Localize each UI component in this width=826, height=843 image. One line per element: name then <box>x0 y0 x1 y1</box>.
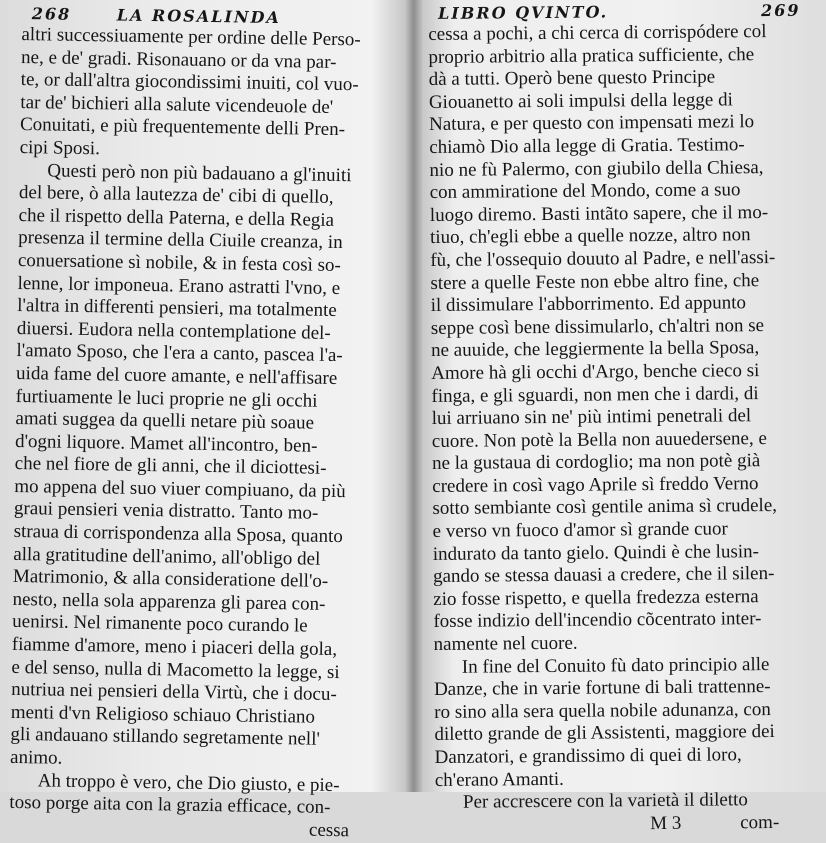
text-line: fosse indizio dell'incendio cõcentrato inter- <box>433 608 762 633</box>
text-line: e verso vn fuoco d'amor sì grande cuor <box>432 518 728 543</box>
text-line: Ah troppo è vero, che Dio giusto, e pie- <box>37 769 340 796</box>
text-line: l'amato Sposo, che l'era a canto, pascea l'a- <box>16 340 343 367</box>
text-line: Matrimonio, & alla consideratione dell'o- <box>12 566 329 593</box>
right-running-head: LIBRO QVINTO. <box>438 2 609 23</box>
text-line: che il rispetto della Paterna, e della Regia <box>18 204 335 231</box>
text-line: uida fame del cuore amante, e nell'affisare <box>15 362 338 389</box>
text-line: toso porge aita con la grazia efficace, con- <box>9 792 331 819</box>
right-page-text <box>428 21 823 815</box>
text-line: proprio arbitrio alla pratica sufficiente, che <box>428 43 755 68</box>
text-line: amati suggea da quelli netare più soaue <box>15 408 315 434</box>
signature-mark: M 3 <box>650 812 682 834</box>
text-line: te, or dall'altra giocondissimi inuiti, col vuo- <box>20 69 359 96</box>
text-line: alla gratitudine dell'animo, all'obligo del <box>13 543 321 570</box>
text-line: seppe così bene dissimularlo, ch'altri non se <box>430 314 765 339</box>
text-line: luogo diremo. Basti intãto sapere, che il mo- <box>429 201 769 226</box>
text-line: dà a tutti. Operò bene questo Principe <box>428 66 716 91</box>
text-line: sotto sembiante così gentile anima sì crudele, <box>432 495 778 520</box>
text-line: Natura, e per questo con impensati mezi lo <box>428 111 755 136</box>
text-line: e del senso, nulla di Macometto la legge, si <box>11 656 340 683</box>
left-catchword: cessa <box>308 819 350 842</box>
text-line: nio ne fù Palermo, con giubilo della Chiesa, <box>429 156 764 181</box>
right-page <box>428 0 823 834</box>
text-line: mo appena del suo viuer compiuano, da più <box>14 475 346 503</box>
left-page <box>9 0 396 842</box>
text-line: che nel fiore de gli anni, che il diciottesi- <box>14 453 327 480</box>
text-line: l'altra in differenti pensieri, ma totalmente <box>17 295 337 322</box>
text-line: ch'erano Amanti. <box>434 768 564 791</box>
right-page-footer <box>435 811 823 836</box>
text-line: tar de' bichieri alla salute vicendeuole de' <box>20 91 334 118</box>
text-line: lui arriuano sin ne' più intimi penetrali del <box>431 405 752 430</box>
text-line: finga, e gli sguardi, non men che i dardi, di <box>431 382 759 407</box>
text-line: ne, e de' gradi. Risonauano or da vna par- <box>20 46 337 73</box>
text-line: gando se stessa dauasi a credere, che il silen- <box>432 563 775 588</box>
text-line: In fine del Conuito fù dato principio alle <box>461 653 770 678</box>
left-page-number: 268 <box>31 4 72 24</box>
text-line: del bere, ò alla lautezza de' cibi di quello, <box>18 182 334 209</box>
text-line: ne la gustaua di cordoglio; ma non potè già <box>431 450 761 475</box>
left-page-footer <box>9 815 383 843</box>
text-line: Per accrescere con la varietà il diletto <box>462 789 748 813</box>
text-line: ne auuide, che leggiermente la bella Sposa, <box>430 337 760 362</box>
text-line: cessa a pochi, a chi cerca di corrispódere col <box>428 21 767 45</box>
text-line: cipi Sposi. <box>19 136 101 160</box>
text-line: straua di corrispondenza alla Sposa, quanto <box>13 520 344 548</box>
text-line: diletto grande de gli Assistenti, maggiore dei <box>434 721 775 746</box>
text-line: Questi però non più badauano a gl'inuiti <box>47 159 352 186</box>
text-line: diuersi. Eudora nella contemplatione del- <box>16 317 331 344</box>
text-line: animo. <box>9 746 63 769</box>
text-line: graui pensieri venia distratto. Tanto mo- <box>13 498 319 525</box>
text-line: d'ogni liquore. Mamet all'incontro, ben- <box>14 430 318 457</box>
left-running-head: LA ROSALINDA <box>116 5 281 28</box>
left-page-text <box>9 24 395 821</box>
text-line: il dissimulare l'abborrimento. Ed appunto <box>430 292 747 317</box>
text-line: furtiuamente le luci proprie ne gli occhi <box>15 385 318 412</box>
text-line: chiamò Dio alla legge di Gratia. Testimo- <box>429 134 745 158</box>
text-line: con ammiratione del Mondo, come a suo <box>429 179 741 204</box>
text-line: Danze, che in varie fortune di bali trattenne- <box>433 676 771 701</box>
text-line: Amore hà gli occhi d'Argo, benche cieco si <box>431 360 760 384</box>
text-line: altri successiuamente per ordine delle Perso- <box>21 23 361 51</box>
text-line: Giouanetto ai soli impulsi della legge di <box>428 89 733 113</box>
text-line: nutriua nei pensieri della Virtù, che i docu- <box>11 679 337 706</box>
text-line: cuore. Non potè la Bella non auuedersene, e <box>431 427 767 452</box>
text-line: gli andauano stillando segretamente nell' <box>10 724 321 751</box>
right-page-number: 269 <box>761 0 801 21</box>
text-line: menti d'vn Religioso schiauo Christiano <box>10 701 316 728</box>
text-line: ro sino alla sera quella nobile adunanza, con <box>434 698 771 723</box>
text-line: uenirsi. Nel rimanente poco curando le <box>12 611 308 638</box>
text-line: Danzatori, e grandissimo di quei di loro, <box>434 744 742 768</box>
text-line: fiamme d'amore, meno i piaceri della gola, <box>11 633 338 661</box>
text-line: nesto, nella sola apparenza gli parea con- <box>12 588 326 615</box>
book-gutter <box>405 0 423 792</box>
text-line: stere a quelle Feste non ebbe altro fine, che <box>430 269 760 294</box>
text-line: credere in così vago Aprile sì freddo Verno <box>432 473 759 497</box>
text-line: namente nel cuore. <box>433 632 578 656</box>
text-line: zio fosse rispetto, e quella fredezza esterna <box>433 585 759 610</box>
right-page-header <box>428 1 816 24</box>
text-line: presenza il termine della Ciuile creanza, in <box>18 227 343 254</box>
text-line: fù, che l'ossequio douuto al Padre, e nell'assi- <box>430 246 776 271</box>
right-catchword: com- <box>740 811 780 834</box>
text-line: tiuo, ch'egli ebbe a quelle nozze, altro non <box>429 224 751 249</box>
text-line: indurato da tanto gielo. Quindi è che lusin- <box>432 540 760 565</box>
text-line: lenne, lor imponeua. Erano astratti l'vno, e <box>17 272 341 299</box>
text-line: conuersatione sì nobile, & in festa così so- <box>17 249 341 276</box>
text-line: Conuitati, e più frequentemente delli Pren- <box>19 114 346 141</box>
